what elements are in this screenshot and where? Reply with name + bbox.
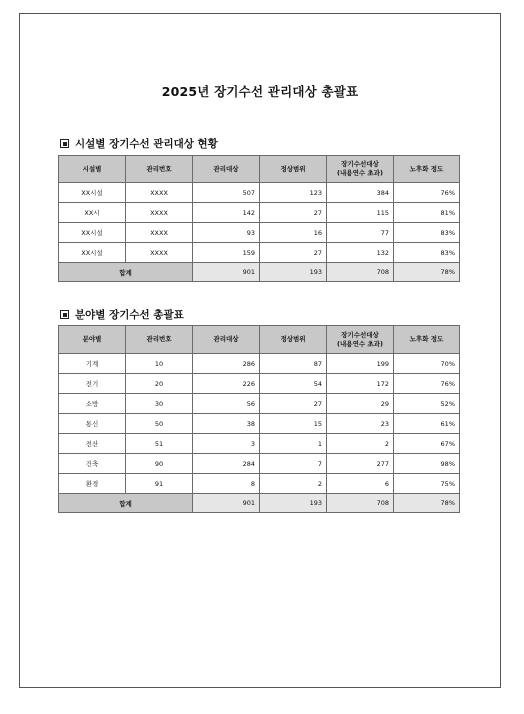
header-aging: 노후화 정도 [394, 326, 460, 354]
table-row [59, 374, 460, 394]
total-normal: 193 [260, 494, 327, 513]
table-row [59, 434, 460, 454]
total-aging: 78% [394, 494, 460, 513]
cell-name: XX시설 [59, 223, 126, 243]
table-row [59, 394, 460, 414]
cell-aging: 83% [394, 243, 460, 263]
cell-normal: 27 [260, 203, 327, 223]
cell-code: XXXX [126, 223, 193, 243]
cell-aging: 98% [394, 454, 460, 474]
cell-code: 20 [126, 374, 193, 394]
header-code: 관리번호 [126, 156, 193, 183]
cell-repair: 2 [327, 434, 394, 454]
cell-name: 기계 [59, 354, 126, 374]
total-managed: 901 [193, 263, 260, 282]
cell-name: XX시설 [59, 243, 126, 263]
cell-normal: 7 [260, 454, 327, 474]
table-row [59, 414, 460, 434]
cell-aging: 70% [394, 354, 460, 374]
table-row [59, 203, 460, 223]
cell-managed: 226 [193, 374, 260, 394]
table-total-row [59, 494, 460, 513]
header-repair [327, 156, 394, 183]
cell-managed: 142 [193, 203, 260, 223]
square-bullet-icon [60, 310, 69, 319]
cell-repair: 132 [327, 243, 394, 263]
field-section-title [60, 307, 184, 322]
cell-code: 30 [126, 394, 193, 414]
cell-repair: 277 [327, 454, 394, 474]
field-table [58, 325, 460, 513]
cell-normal: 27 [260, 394, 327, 414]
cell-name: 통신 [59, 414, 126, 434]
cell-code: 91 [126, 474, 193, 494]
table-total-row [59, 263, 460, 282]
cell-aging: 76% [394, 374, 460, 394]
header-managed: 관리대상 [193, 156, 260, 183]
cell-managed: 159 [193, 243, 260, 263]
total-repair: 708 [327, 263, 394, 282]
cell-name: 전기 [59, 374, 126, 394]
field-section-title-text: 분야별 장기수선 총괄표 [75, 309, 184, 321]
cell-managed: 38 [193, 414, 260, 434]
header-managed: 관리대상 [193, 326, 260, 354]
cell-aging: 81% [394, 203, 460, 223]
total-label: 합계 [59, 494, 193, 513]
facility-table [58, 155, 460, 282]
header-repair-line1: 장기수선대상 [341, 160, 379, 169]
cell-managed: 507 [193, 183, 260, 203]
cell-name: 환경 [59, 474, 126, 494]
header-facility: 시설별 [59, 156, 126, 183]
total-normal: 193 [260, 263, 327, 282]
cell-managed: 3 [193, 434, 260, 454]
header-repair [327, 326, 394, 354]
cell-name: 전산 [59, 434, 126, 454]
table-row [59, 183, 460, 203]
cell-name: XX시설 [59, 183, 126, 203]
header-repair-line2: (내용연수 초과) [337, 339, 383, 348]
document-title: 2025년 장기수선 관리대상 총괄표 [161, 84, 359, 99]
table-row [59, 243, 460, 263]
total-label: 합계 [59, 263, 193, 282]
table-row [59, 454, 460, 474]
cell-name: 소방 [59, 394, 126, 414]
cell-aging: 67% [394, 434, 460, 454]
cell-repair: 23 [327, 414, 394, 434]
cell-normal: 2 [260, 474, 327, 494]
cell-aging: 61% [394, 414, 460, 434]
header-repair-line1: 장기수선대상 [341, 330, 379, 339]
cell-managed: 56 [193, 394, 260, 414]
header-normal: 정상범위 [260, 156, 327, 183]
table-row [59, 474, 460, 494]
facility-section-title [60, 136, 218, 151]
cell-aging: 75% [394, 474, 460, 494]
cell-normal: 16 [260, 223, 327, 243]
total-managed: 901 [193, 494, 260, 513]
header-field: 분야별 [59, 326, 126, 354]
document-page [19, 13, 501, 688]
cell-normal: 1 [260, 434, 327, 454]
header-code: 관리번호 [126, 326, 193, 354]
facility-table-header-row [59, 156, 460, 183]
cell-normal: 87 [260, 354, 327, 374]
cell-repair: 384 [327, 183, 394, 203]
cell-repair: 29 [327, 394, 394, 414]
cell-managed: 286 [193, 354, 260, 374]
cell-repair: 199 [327, 354, 394, 374]
cell-code: 50 [126, 414, 193, 434]
cell-code: XXXX [126, 243, 193, 263]
cell-code: 10 [126, 354, 193, 374]
cell-name: 건축 [59, 454, 126, 474]
cell-normal: 123 [260, 183, 327, 203]
header-repair-line2: (내용연수 초과) [337, 169, 383, 177]
cell-repair: 115 [327, 203, 394, 223]
total-aging: 78% [394, 263, 460, 282]
cell-name: XX시 [59, 203, 126, 223]
cell-code: 90 [126, 454, 193, 474]
field-table-header-row [59, 326, 460, 354]
cell-aging: 83% [394, 223, 460, 243]
table-row [59, 354, 460, 374]
cell-aging: 76% [394, 183, 460, 203]
square-bullet-icon [60, 139, 69, 148]
cell-code: XXXX [126, 203, 193, 223]
cell-code: XXXX [126, 183, 193, 203]
cell-code: 51 [126, 434, 193, 454]
cell-normal: 54 [260, 374, 327, 394]
cell-repair: 77 [327, 223, 394, 243]
cell-normal: 15 [260, 414, 327, 434]
cell-managed: 93 [193, 223, 260, 243]
cell-repair: 172 [327, 374, 394, 394]
cell-aging: 52% [394, 394, 460, 414]
table-row [59, 223, 460, 243]
header-aging: 노후화 정도 [394, 156, 460, 183]
total-repair: 708 [327, 494, 394, 513]
facility-section-title-text: 시설별 장기수선 관리대상 현황 [75, 138, 218, 150]
cell-managed: 8 [193, 474, 260, 494]
cell-managed: 284 [193, 454, 260, 474]
cell-normal: 27 [260, 243, 327, 263]
header-normal: 정상범위 [260, 326, 327, 354]
cell-repair: 6 [327, 474, 394, 494]
